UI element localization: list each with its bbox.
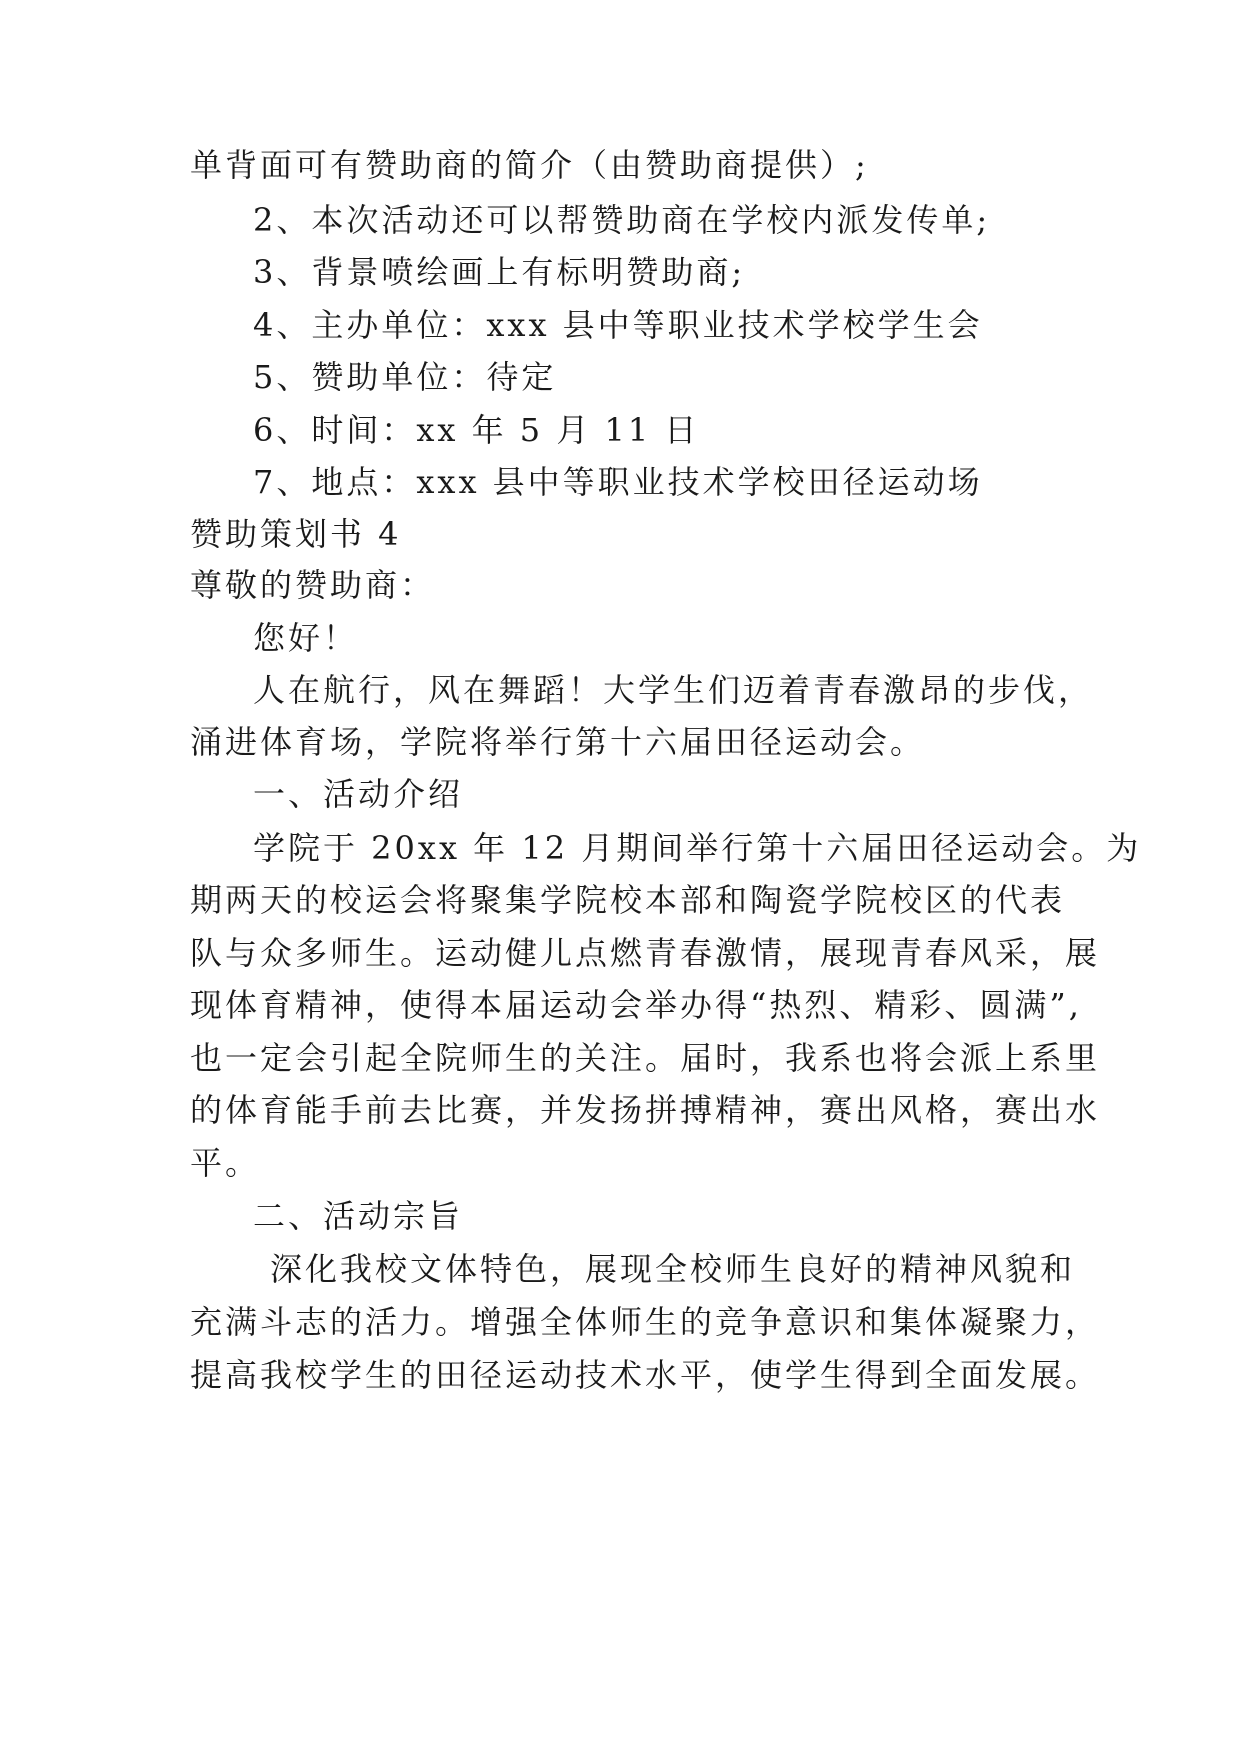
list-item-5: 5、赞助单位：待定 bbox=[253, 358, 557, 396]
salutation: 尊敬的赞助商： bbox=[190, 566, 436, 604]
section-1-heading: 一、活动介绍 bbox=[253, 775, 464, 813]
section-1-line-2: 期两天的校运会将聚集学院校本部和陶瓷学院校区的代表 bbox=[190, 881, 1066, 919]
section-2-line-3: 提高我校学生的田径运动技术水平，使学生得到全面发展。 bbox=[190, 1356, 1101, 1394]
list-item-7: 7、地点：xxx 县中等职业技术学校田径运动场 bbox=[253, 463, 983, 501]
intro-line-1: 人在航行，风在舞蹈！大学生们迈着青春激昂的步伐， bbox=[253, 671, 1094, 709]
section-1-line-5: 也一定会引起全院师生的关注。届时，我系也将会派上系里 bbox=[190, 1039, 1101, 1077]
section-2-line-2: 充满斗志的活力。增强全体师生的竞争意识和集体凝聚力， bbox=[190, 1303, 1101, 1341]
section-1-line-4: 现体育精神，使得本届运动会举办得“热烈、精彩、圆满”, bbox=[190, 986, 1082, 1024]
list-item-3: 3、背景喷绘画上有标明赞助商; bbox=[253, 253, 746, 291]
continued-line: 单背面可有赞助商的简介（由赞助商提供）; bbox=[190, 146, 869, 184]
list-item-6: 6、时间：xx 年 5 月 11 日 bbox=[253, 411, 700, 449]
list-item-4: 4、主办单位：xxx 县中等职业技术学校学生会 bbox=[253, 306, 983, 344]
section-1-line-3: 队与众多师生。运动健儿点燃青春激情，展现青春风采，展 bbox=[190, 934, 1101, 972]
greeting: 您好！ bbox=[253, 619, 359, 657]
section-1-line-6: 的体育能手前去比赛，并发扬拼搏精神，赛出风格，赛出水 bbox=[190, 1091, 1101, 1129]
section-1-line-1: 学院于 20xx 年 12 月期间举行第十六届田径运动会。为 bbox=[253, 829, 1142, 867]
list-item-2: 2、本次活动还可以帮赞助商在学校内派发传单; bbox=[253, 201, 991, 239]
section-2-heading: 二、活动宗旨 bbox=[253, 1197, 464, 1235]
section-2-line-1: 深化我校文体特色，展现全校师生良好的精神风貌和 bbox=[270, 1250, 1076, 1288]
section-1-line-7: 平。 bbox=[190, 1144, 261, 1182]
section-title: 赞助策划书 4 bbox=[190, 515, 402, 553]
intro-line-2: 涌进体育场，学院将举行第十六届田径运动会。 bbox=[190, 723, 926, 761]
